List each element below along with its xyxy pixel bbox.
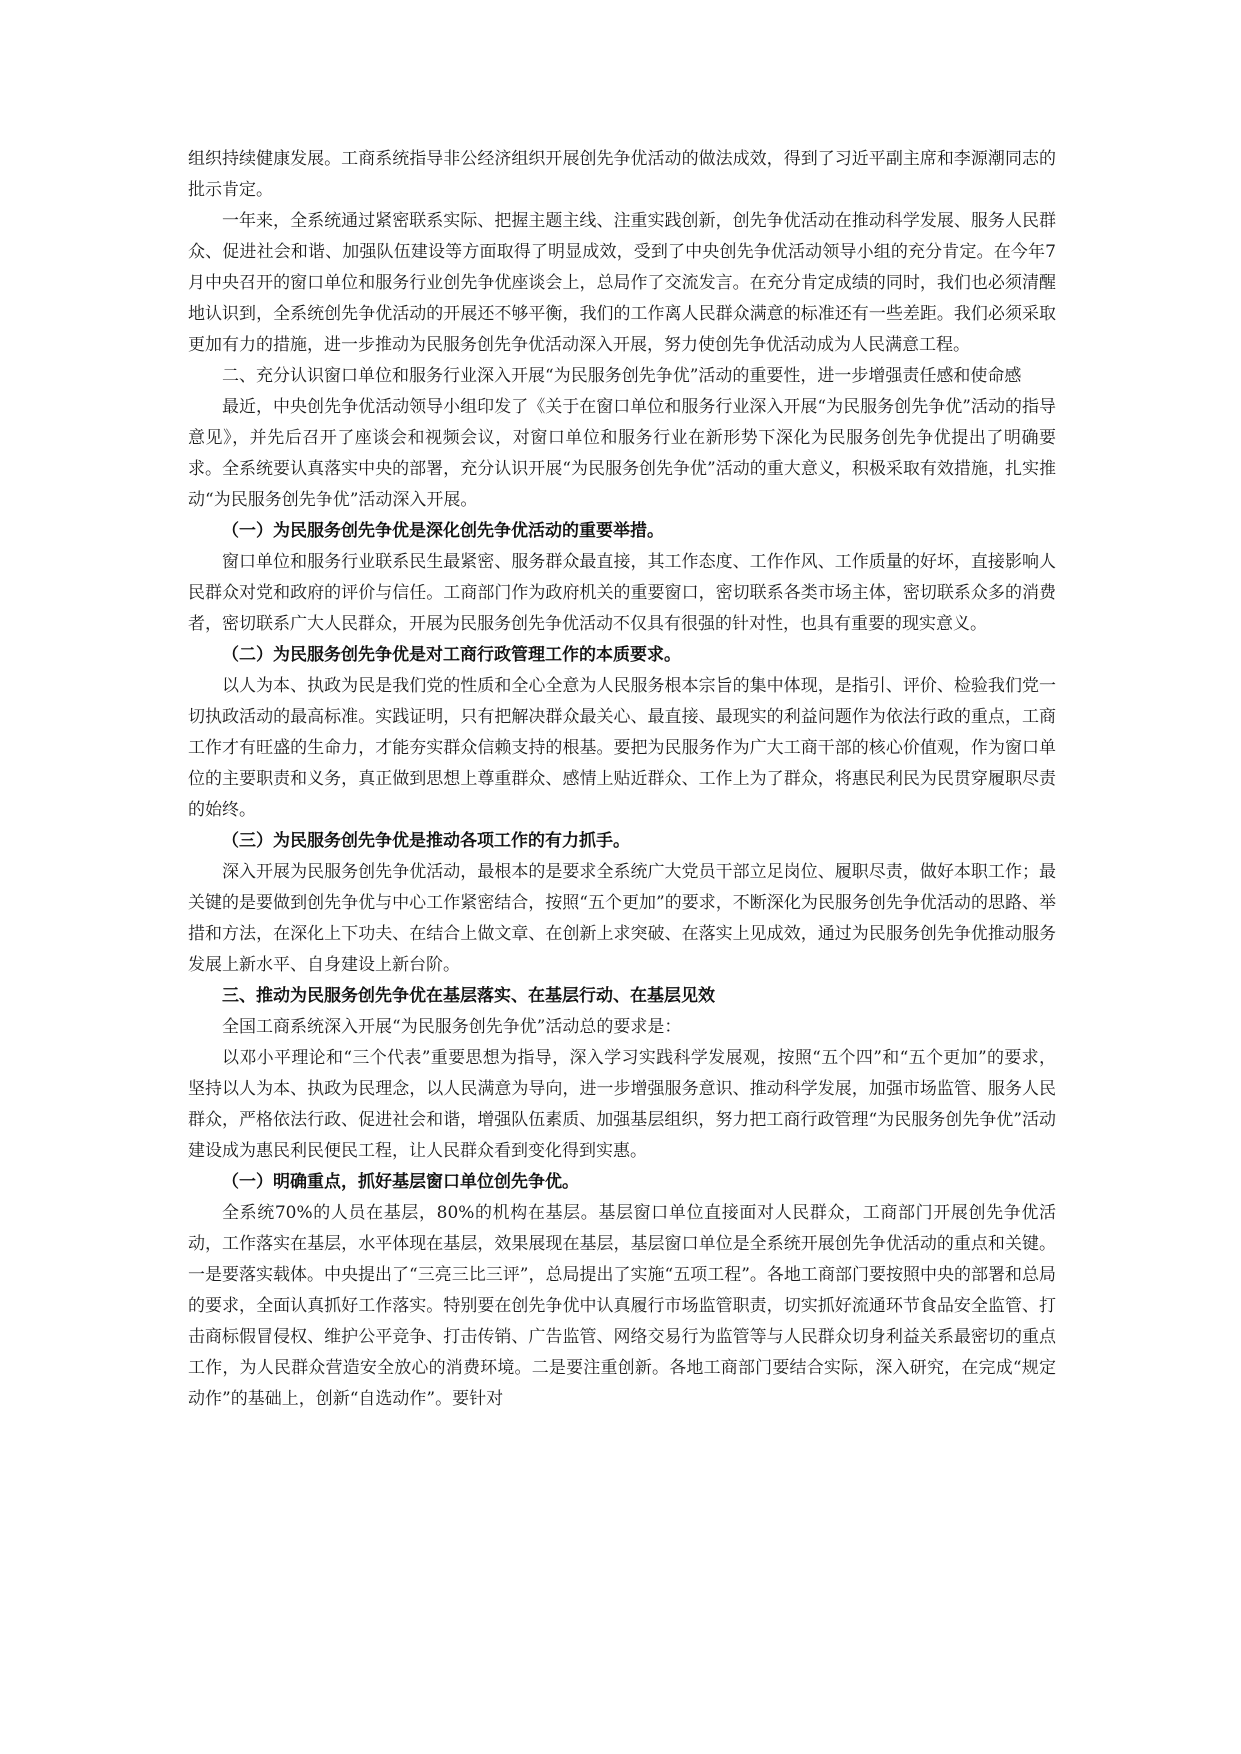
paragraph-window-units: 窗口单位和服务行业联系民生最紧密、服务群众最直接，其工作态度、工作作风、工作质量的好坏，直接影响人民群众对党和政府的评价与信任。工商部门作为政府机关的重要窗口，密切联系各类市场主体，密切联系众多的消费者，密切联系广大人民群众，开展为民服务创先争优活动不仅具有很强的针对性，也具有重要的现实意义。 xyxy=(188,552,1056,634)
paragraph-continuation: 组织持续健康发展。工商系统指导非公经济组织开展创先争优活动的做法成效，得到了习近平副主席和李源潮同志的批示肯定。 xyxy=(188,149,1056,200)
document-page xyxy=(188,144,1056,1415)
paragraph-guiding-theory: 以邓小平理论和“三个代表”重要思想为指导，深入学习实践科学发展观，按照“五个四”和“五个更加”的要求，坚持以人为本、执政为民理念，以人民满意为导向，进一步增强服务意识、推动科学发展，加强市场监管、服务人民群众，严格依法行政、促进社会和谐，增强队伍素质、加强基层组织，努力把工商行政管理“为民服务创先争优”活动建设成为惠民利民便民工程，让人民群众看到变化得到实惠。 xyxy=(188,1048,1056,1161)
section-heading-2: 二、充分认识窗口单位和服务行业深入开展“为民服务创先争优”活动的重要性，进一步增强责任感和使命感 xyxy=(222,366,1022,386)
paragraph-deepen-activity: 深入开展为民服务创先争优活动，最根本的是要求全系统广大党员干部立足岗位、履职尽责，做好本职工作；最关键的是要做到创先争优与中心工作紧密结合，按照“五个更加”的要求，不断深化为民服务创先争优活动的思路、举措和方法，在深化上下功夫、在结合上做文章、在创新上求突破、在落实上见成效，通过为民服务创先争优推动服务发展上新水平、自身建设上新台阶。 xyxy=(188,862,1056,975)
paragraph-guidance: 最近，中央创先争优活动领导小组印发了《关于在窗口单位和服务行业深入开展“为民服务创先争优”活动的指导意见》，并先后召开了座谈会和视频会议，对窗口单位和服务行业在新形势下深化为民服务创先争优提出了明确要求。全系统要认真落实中央的部署，充分认识开展“为民服务创先争优”活动的重大意义，积极采取有效措施，扎实推动“为民服务创先争优”活动深入开展。 xyxy=(188,397,1056,510)
subheading-2-1: （一）为民服务创先争优是深化创先争优活动的重要举措。 xyxy=(222,521,664,541)
paragraph-overall-requirement: 全国工商系统深入开展“为民服务创先争优”活动总的要求是： xyxy=(222,1017,682,1037)
paragraph-achievements: 一年来，全系统通过紧密联系实际、把握主题主线、注重实践创新，创先争优活动在推动科学发展、服务人民群众、促进社会和谐、加强队伍建设等方面取得了明显成效，受到了中央创先争优活动领导小组的充分肯定。在今年7月中央召开的窗口单位和服务行业创先争优座谈会上，总局作了交流发言。在充分肯定成绩的同时，我们也必须清醒地认识到，全系统创先争优活动的开展还不够平衡，我们的工作离人民群众满意的标准还有一些差距。我们必须采取更加有力的措施，进一步推动为民服务创先争优活动深入开展，努力使创先争优活动成为人民满意工程。 xyxy=(188,211,1056,355)
paragraph-grassroots: 全系统70%的人员在基层，80%的机构在基层。基层窗口单位直接面对人民群众，工商部门开展创先争优活动，工作落实在基层，水平体现在基层，效果展现在基层，基层窗口单位是全系统开展创先争优活动的重点和关键。一是要落实载体。中央提出了“三亮三比三评”，总局提出了实施“五项工程”。各地工商部门要按照中央的部署和总局的要求，全面认真抓好工作落实。特别要在创先争优中认真履行市场监管职责，切实抓好流通环节食品安全监管、打击商标假冒侵权、维护公平竞争、打击传销、广告监管、网络交易行为监管等与人民群众切身利益关系最密切的重点工作，为人民群众营造安全放心的消费环境。二是要注重创新。各地工商部门要结合实际，深入研究，在完成“规定动作”的基础上，创新“自选动作”。要针对 xyxy=(188,1203,1056,1409)
subheading-3-1: （一）明确重点，抓好基层窗口单位创先争优。 xyxy=(222,1172,579,1192)
subheading-2-2: （二）为民服务创先争优是对工商行政管理工作的本质要求。 xyxy=(222,645,681,665)
paragraph-people-oriented: 以人为本、执政为民是我们党的性质和全心全意为人民服务根本宗旨的集中体现，是指引、评价、检验我们党一切执政活动的最高标准。实践证明，只有把解决群众最关心、最直接、最现实的利益问题作为依法行政的重点，工商工作才有旺盛的生命力，才能夯实群众信赖支持的根基。要把为民服务作为广大工商干部的核心价值观，作为窗口单位的主要职责和义务，真正做到思想上尊重群众、感情上贴近群众、工作上为了群众，将惠民利民为民贯穿履职尽责的始终。 xyxy=(188,676,1056,820)
subheading-2-3: （三）为民服务创先争优是推动各项工作的有力抓手。 xyxy=(222,831,630,851)
section-heading-3: 三、推动为民服务创先争优在基层落实、在基层行动、在基层见效 xyxy=(222,986,715,1006)
